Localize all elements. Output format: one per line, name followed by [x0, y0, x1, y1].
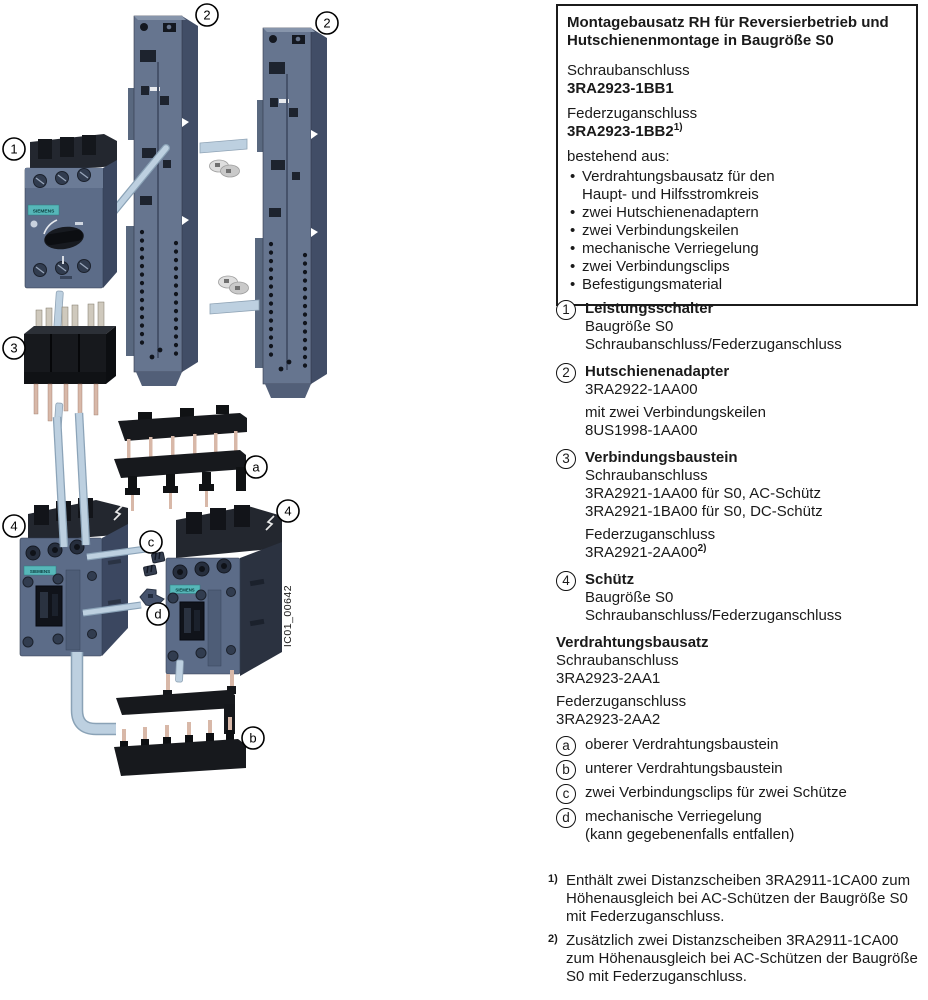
din-rail-adapter-right — [255, 28, 327, 398]
callout-badge: 1 — [556, 300, 576, 320]
connecting-wedge-bar-top — [200, 139, 247, 153]
footnote-ref-2: 2) — [697, 543, 707, 554]
callout-1 — [3, 138, 25, 160]
callout-badge: 3 — [556, 449, 576, 469]
list-item: • Verdrahtungsbausatz für den Haupt- und Hilfsstromkreis — [582, 168, 907, 204]
svg-text:c: c — [147, 534, 155, 550]
legend-list — [556, 300, 920, 848]
connecting-clip-middle — [219, 276, 249, 294]
brand-label-contactor-right: SIEMENS — [175, 587, 195, 593]
legend-item-3: 3 Verbindungsbaustein Schraubanschluss 3RA2921-1AA00 für S0, AC-Schütz 3RA2921-1BA00 für S0, DC-Schütz Federzuganschluss 3RA2921-2AA00$^{2)}$ — [556, 449, 920, 562]
legend-item-d: d mechanische Verriegelung (kann gegebenenfalls entfallen) — [556, 808, 920, 844]
variant-screw: Schraubanschluss 3RA2923-1BB1 — [567, 62, 907, 98]
callout-badge: c — [556, 784, 576, 804]
order-number: 3RA2923-1BB1 — [567, 80, 674, 97]
order-number: 3RA2923-1BB2$^{1)}$ — [567, 122, 683, 140]
callout-c — [140, 531, 162, 553]
svg-text:2: 2 — [323, 15, 331, 31]
svg-text:4: 4 — [284, 503, 292, 519]
callout-2-right — [316, 12, 338, 34]
din-rail-adapter-left — [126, 16, 198, 386]
legend-item-1: 1 Leistungsschalter Baugröße S0 Schraubanschluss/Federzuganschluss — [556, 300, 920, 354]
module-pins — [34, 384, 98, 423]
kit-contents-list — [567, 168, 907, 294]
svg-text:1: 1 — [10, 141, 18, 157]
lower-wiring-module — [114, 670, 246, 776]
connecting-clips-pair — [143, 552, 165, 576]
footnote-2: 2) Zusätzlich zwei Distanzscheiben 3RA2911-1CA00 zum Höhenausgleich bei AC-Schützen der Baugröße S0 mit Federzuganschluss. — [548, 932, 918, 985]
legend-item-4: 4 Schütz Baugröße S0 Schraubanschluss/Federzuganschluss — [556, 571, 920, 625]
callout-a — [245, 456, 267, 478]
list-item: • mechanische Verriegelung — [582, 240, 907, 258]
svg-text:d: d — [154, 606, 162, 622]
legend-item-2: 2 Hutschienenadapter 3RA2922-1AA00 mit zwei Verbindungskeilen 8US1998-1AA00 — [556, 363, 920, 440]
wire-l-shaped — [77, 652, 116, 729]
contactor-right — [166, 505, 282, 676]
svg-text:3: 3 — [10, 340, 18, 356]
legend-item-b: b unterer Verdrahtungsbaustein — [556, 760, 920, 780]
callout-4-left — [3, 515, 25, 537]
svg-text:b: b — [249, 730, 257, 746]
variant-spring: Federzuganschluss 3RA2923-1BB2$^{1)}$ — [567, 105, 907, 141]
wiring-kit-section: Verdrahtungsbausatz Schraubanschluss 3RA2923-2AA1 Federzuganschluss 3RA2923-2AA2 — [556, 634, 709, 728]
connecting-wedge-bar-middle — [210, 300, 259, 314]
callout-badge: d — [556, 808, 576, 828]
footnote-1: 1) Enthält zwei Distanzscheiben 3RA2911-1CA00 zum Höhenausgleich bei AC-Schützen der Baugröße S0 mit Federzuganschluss. — [548, 872, 911, 925]
upper-module-hooks — [125, 472, 214, 511]
list-item: • zwei Verbindungsclips — [582, 258, 907, 276]
svg-text:2: 2 — [203, 7, 211, 23]
callout-b — [242, 727, 264, 749]
callout-4-right — [277, 500, 299, 522]
circuit-breaker — [25, 134, 117, 288]
footnote-ref-1: 1) — [673, 122, 683, 133]
callout-badge: b — [556, 760, 576, 780]
letter-legend — [556, 736, 920, 844]
brand-label-breaker: SIEMENS — [32, 209, 55, 215]
product-info-box: Montagebausatz RH für Reversierbetrieb und Hutschienenmontage in Baugröße S0 Schraubanschluss 3RA2923-1BB1 Federzuganschluss 3RA2923-1BB2$^{1)}$ bestehend aus: • Verdrahtungsbausatz für den Haupt- und Hilfsstromkreis • zwei Hutschienenadaptern • zwei Verbindungskeilen • mechanische Verriegelung • zwei Verbindungsclips • Befestigungsmaterial — [556, 4, 918, 306]
legend-item-a: a oberer Verdrahtungsbaustein — [556, 736, 920, 756]
list-item: • zwei Hutschienenadaptern — [582, 204, 907, 222]
callout-badge: 4 — [556, 571, 576, 591]
list-item: • zwei Verbindungskeilen — [582, 222, 907, 240]
connection-module — [24, 302, 116, 423]
legend-item-c: c zwei Verbindungsclips für zwei Schütze — [556, 784, 920, 804]
svg-text:4: 4 — [10, 518, 18, 534]
contactor-left — [20, 498, 128, 656]
callout-badge: a — [556, 736, 576, 756]
callout-3 — [3, 337, 25, 359]
wire-stub-bottom — [175, 660, 183, 682]
callout-badge: 2 — [556, 363, 576, 383]
list-item: • Befestigungsmaterial — [582, 276, 907, 294]
footnotes — [548, 872, 928, 992]
figure-id-label: IC01_00642 — [282, 584, 294, 648]
svg-text:a: a — [252, 459, 260, 475]
callout-2-left — [196, 4, 218, 26]
brand-label-contactor-left: SIEMENS — [29, 569, 51, 574]
info-box-title: Montagebausatz RH für Reversierbetrieb und Hutschienenmontage in Baugröße S0 — [567, 14, 889, 49]
callout-d — [147, 603, 169, 625]
connecting-clip-top — [210, 160, 240, 177]
upper-wiring-module — [114, 405, 247, 511]
